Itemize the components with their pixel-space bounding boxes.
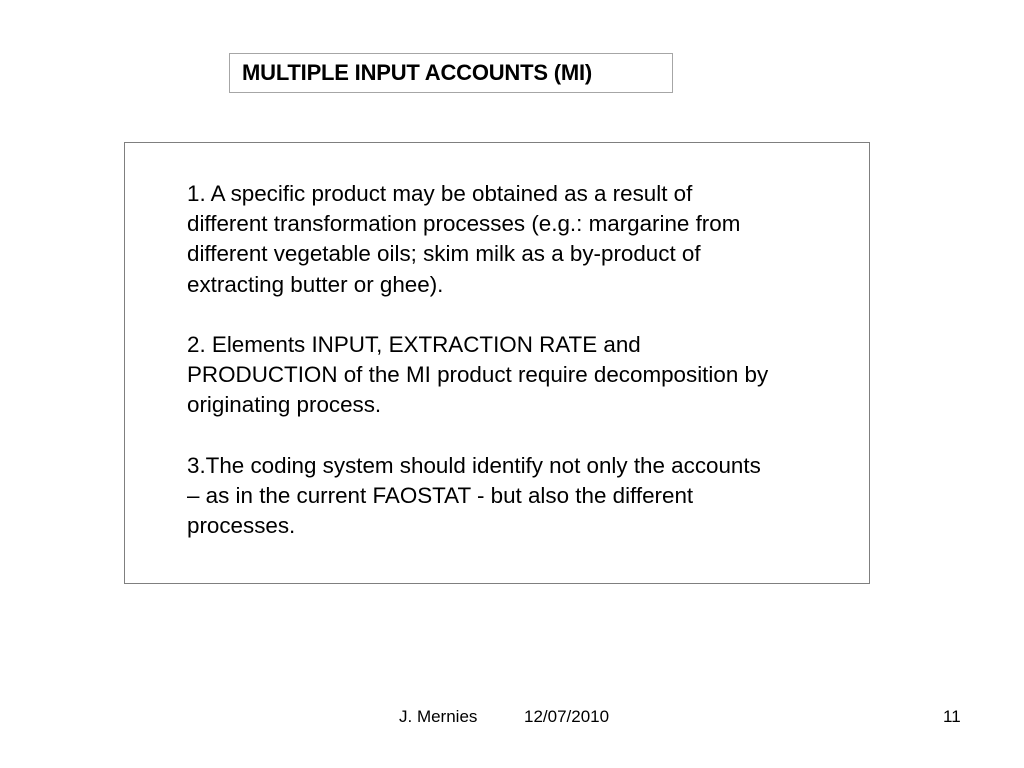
point-3: 3.The coding system should identify not only the accounts – as in the current FAOSTAT - but also the different processes. bbox=[187, 452, 761, 539]
footer-date: 12/07/2010 bbox=[524, 707, 610, 726]
point-1: 1. A specific product may be obtained as a result of different transformation processes (e.g.: margarine from different vegetable oils; skim milk as a by-product of extracting butter or ghee). bbox=[187, 181, 741, 297]
point-2: 2. Elements INPUT, EXTRACTION RATE and PRODUCTION of the MI product require decomposition by originating process. bbox=[187, 332, 769, 418]
footer-author: J. Mernies bbox=[399, 707, 478, 726]
slide-title-box bbox=[229, 53, 673, 93]
slide-title: MULTIPLE INPUT ACCOUNTS (MI) bbox=[242, 60, 593, 85]
content-text bbox=[187, 179, 863, 541]
content-box bbox=[124, 142, 870, 584]
slide-number: 11 bbox=[943, 707, 961, 726]
